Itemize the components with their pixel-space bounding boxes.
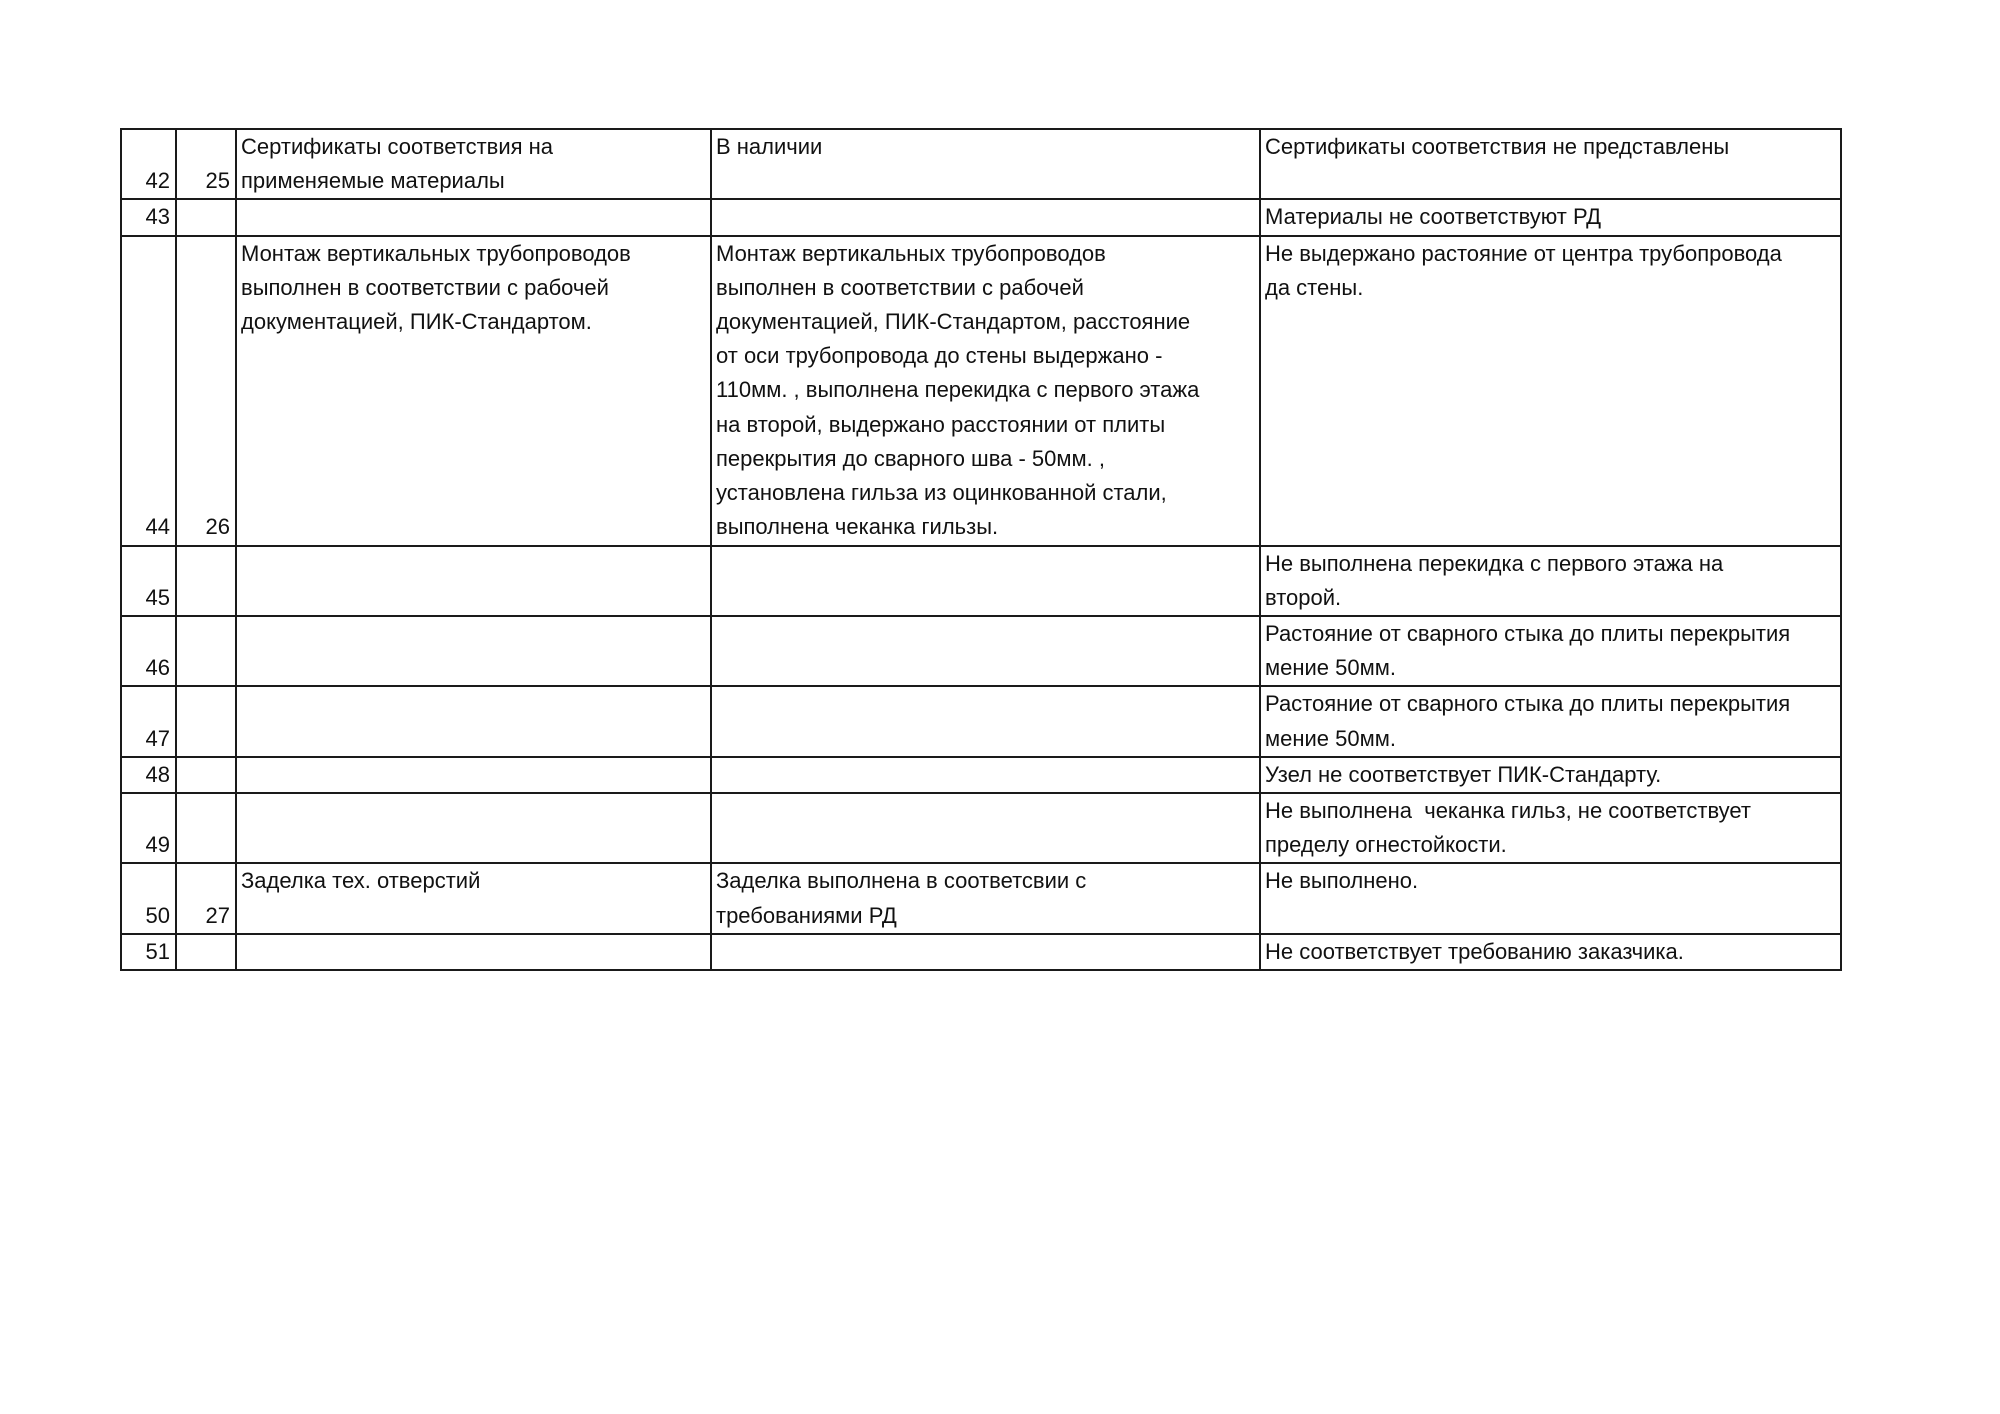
requirement-cell xyxy=(236,757,711,793)
remark-cell: Узел не соответствует ПИК-Стандарту. xyxy=(1260,757,1841,793)
item-number-cell: 27 xyxy=(176,863,236,933)
status-cell xyxy=(711,199,1260,235)
remark-cell: Материалы не соответствуют РД xyxy=(1260,199,1841,235)
requirement-cell xyxy=(236,546,711,616)
item-number-cell: 26 xyxy=(176,236,236,546)
status-cell xyxy=(711,757,1260,793)
remark-cell: Не выполнена перекидка с первого этажа на второй. xyxy=(1260,546,1841,616)
row-number-cell: 51 xyxy=(121,934,176,970)
table-row xyxy=(121,686,1841,756)
table-row xyxy=(121,934,1841,970)
requirement-cell: Заделка тех. отверстий xyxy=(236,863,711,933)
status-cell xyxy=(711,686,1260,756)
item-number-cell xyxy=(176,757,236,793)
requirement-cell xyxy=(236,934,711,970)
table-row xyxy=(121,863,1841,933)
table-row xyxy=(121,236,1841,546)
row-number-cell: 44 xyxy=(121,236,176,546)
status-cell: Монтаж вертикальных трубопроводов выполнен в соответствии с рабочей документацией, ПИК-Стандартом, расстояние от оси трубопровода до стены выдержано - 110мм. , выполнена перекидка с первого этажа на второй, выдержано расстоянии от плиты перекрытия до сварного шва - 50мм. , установлена гильза из оцинкованной стали, выполнена чеканка гильзы. xyxy=(711,236,1260,546)
row-number-cell: 48 xyxy=(121,757,176,793)
table-row xyxy=(121,546,1841,616)
item-number-cell: 25 xyxy=(176,129,236,199)
remark-cell: Растояние от сварного стыка до плиты перекрытия мение 50мм. xyxy=(1260,616,1841,686)
requirement-cell xyxy=(236,686,711,756)
requirement-cell xyxy=(236,616,711,686)
table-row xyxy=(121,199,1841,235)
requirement-cell: Монтаж вертикальных трубопроводов выполнен в соответствии с рабочей документацией, ПИК-Стандартом. xyxy=(236,236,711,546)
row-number-cell: 46 xyxy=(121,616,176,686)
row-number-cell: 47 xyxy=(121,686,176,756)
requirement-cell xyxy=(236,199,711,235)
item-number-cell xyxy=(176,616,236,686)
item-number-cell xyxy=(176,934,236,970)
item-number-cell xyxy=(176,793,236,863)
remark-cell: Растояние от сварного стыка до плиты перекрытия мение 50мм. xyxy=(1260,686,1841,756)
item-number-cell xyxy=(176,199,236,235)
item-number-cell xyxy=(176,546,236,616)
requirement-cell xyxy=(236,793,711,863)
table-row xyxy=(121,757,1841,793)
item-number-cell xyxy=(176,686,236,756)
status-cell: В наличии xyxy=(711,129,1260,199)
remark-cell: Не выдержано растояние от центра трубопровода да стены. xyxy=(1260,236,1841,546)
remark-cell: Не выполнено. xyxy=(1260,863,1841,933)
row-number-cell: 49 xyxy=(121,793,176,863)
row-number-cell: 42 xyxy=(121,129,176,199)
remark-cell: Не соответствует требованию заказчика. xyxy=(1260,934,1841,970)
table-row xyxy=(121,616,1841,686)
row-number-cell: 50 xyxy=(121,863,176,933)
row-number-cell: 45 xyxy=(121,546,176,616)
status-cell: Заделка выполнена в соответсвии с требованиями РД xyxy=(711,863,1260,933)
remark-cell: Сертификаты соответствия не представлены xyxy=(1260,129,1841,199)
status-cell xyxy=(711,616,1260,686)
status-cell xyxy=(711,793,1260,863)
table-row xyxy=(121,129,1841,199)
status-cell xyxy=(711,546,1260,616)
inspection-table xyxy=(120,128,1842,971)
remark-cell: Не выполнена чеканка гильз, не соответствует пределу огнестойкости. xyxy=(1260,793,1841,863)
status-cell xyxy=(711,934,1260,970)
requirement-cell: Сертификаты соответствия на применяемые материалы xyxy=(236,129,711,199)
row-number-cell: 43 xyxy=(121,199,176,235)
table-row xyxy=(121,793,1841,863)
